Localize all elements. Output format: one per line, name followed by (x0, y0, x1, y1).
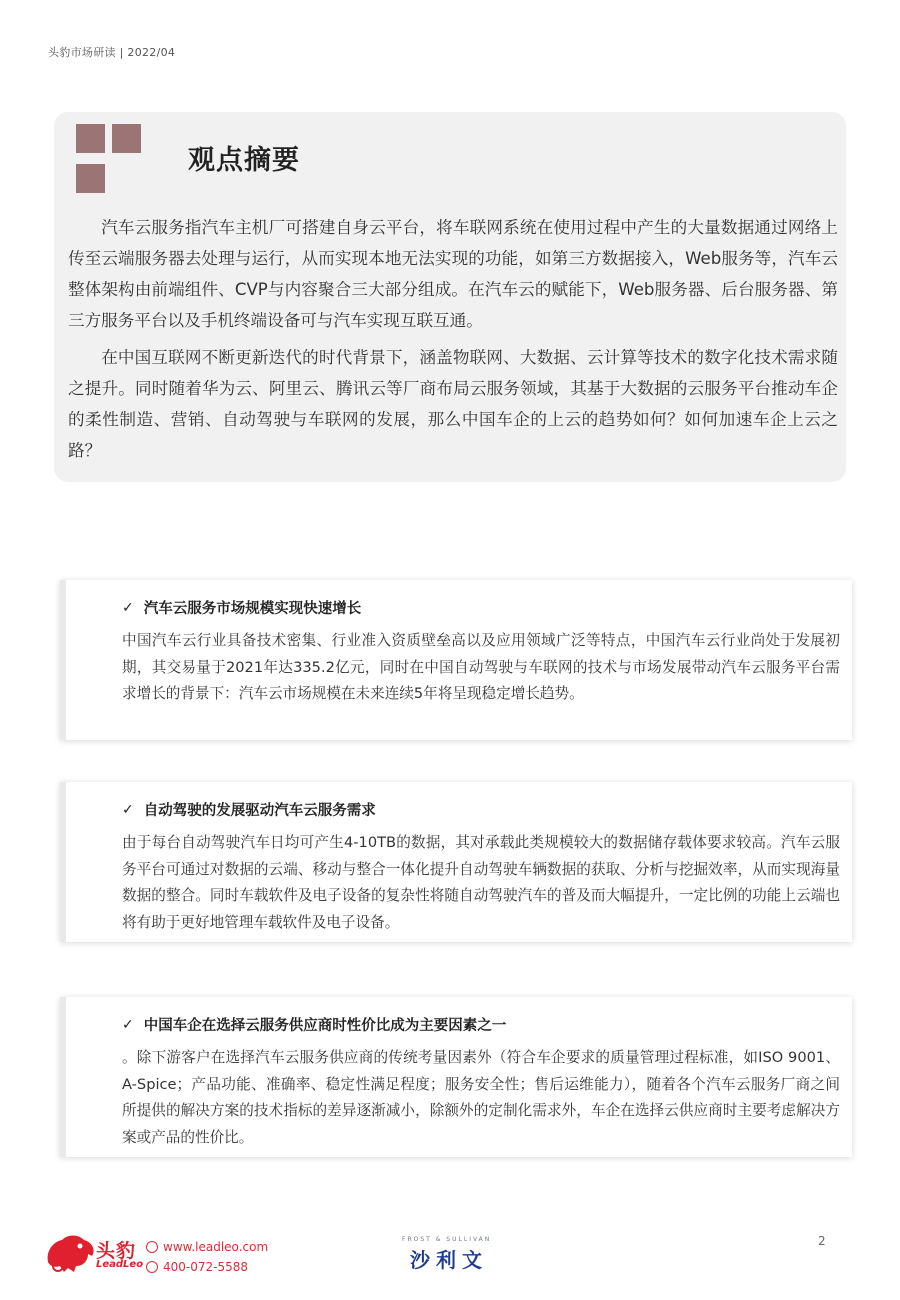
card-title: 中国车企在选择云服务供应商时性价比成为主要因素之一 (143, 1018, 507, 1034)
contact-info (146, 1237, 268, 1277)
phone-icon (146, 1261, 158, 1273)
summary-body (68, 212, 838, 472)
square-2 (112, 124, 141, 153)
decorative-squares (76, 124, 142, 196)
card-title: 汽车云服务市场规模实现快速增长 (143, 601, 362, 617)
partner-logo-cn: 沙利文 (410, 1248, 488, 1272)
card-body: 中国汽车云行业具备技术密集、行业准入资质壁垒高以及应用领域广泛等特点，中国汽车云行业尚处于发展初期，其交易量于2021年达335.2亿元，同时在中国自动驾驶与车联网的技术与市场发展带动汽车云服务平台需求增长的背景下：汽车云市场规模在未来连续5年将呈现稳定增长趋势。 (122, 632, 840, 702)
website-row (146, 1237, 268, 1257)
checkmark-icon: ✓ (122, 1016, 134, 1033)
card-title: 自动驾驶的发展驱动汽车云服务需求 (143, 803, 376, 819)
brand-name-cn: 头豹 (96, 1240, 137, 1262)
summary-paragraph-1: 汽车云服务指汽车主机厂可搭建自身云平台，将车联网系统在使用过程中产生的大量数据通过网络上传至云端服务器去处理与运行，从而实现本地无法实现的功能，如第三方数据接入，Web服务等，汽车云整体架构由前端组件、CVP与内容聚合三大部分组成。在汽车云的赋能下，Web服务器、后台服务器、第三方服务平台以及手机终端设备可与汽车实现互联互通。 (68, 218, 838, 330)
checkmark-icon: ✓ (122, 801, 134, 818)
brand-name-en: LeadLeo (96, 1259, 144, 1270)
leadleo-logo-icon (44, 1232, 96, 1274)
page-number: 2 (818, 1234, 826, 1248)
summary-paragraph-2: 在中国互联网不断更新迭代的时代背景下，涵盖物联网、大数据、云计算等技术的数字化技术需求随之提升。同时随着华为云、阿里云、腾讯云等厂商布局云服务领域，其基于大数据的云服务平台推动车企的柔性制造、营销、自动驾驶与车联网的发展，那么中国车企的上云的趋势如何？如何加速车企上云之路？ (68, 348, 838, 460)
key-point-card-2 (60, 782, 852, 942)
square-3 (76, 164, 105, 193)
card-heading (122, 1014, 506, 1035)
summary-title: 观点摘要 (188, 145, 300, 176)
card-body: 由于每台自动驾驶汽车日均可产生4-10TB的数据，其对承载此类规模较大的数据储存载体要求较高。汽车云服务平台可通过对数据的云端、移动与整合一体化提升自动驾驶车辆数据的获取、分析与挖掘效率，从而实现海量数据的整合。同时车载软件及电子设备的复杂性将随自动驾驶汽车的普及而大幅提升，一定比例的功能上云端也将有助于更好地管理车载软件及电子设备。 (122, 834, 840, 931)
page-header: 头豹市场研读 | 2022/04 (48, 46, 176, 59)
phone-number: 400-072-5588 (163, 1260, 249, 1274)
key-point-card-1 (60, 580, 852, 740)
card-body: 。除下游客户在选择汽车云服务供应商的传统考量因素外（符合车企要求的质量管理过程标准，如ISO 9001、A-Spice；产品功能、准确率、稳定性满足程度；服务安全性；售后运维能力），随着各个汽车云服务厂商之间所提供的解决方案的技术指标的差异逐渐减小，除额外的定制化需求外，车企在选择云供应商时主要考虑解决方案或产品的性价比。 (122, 1049, 840, 1146)
checkmark-icon: ✓ (122, 599, 134, 616)
key-point-card-3 (60, 997, 852, 1157)
summary-box (54, 112, 846, 482)
web-icon (146, 1241, 158, 1253)
square-1 (76, 124, 105, 153)
partner-logo-en: FROST & SULLIVAN (402, 1236, 492, 1243)
phone-row (146, 1257, 268, 1277)
website-link[interactable]: www.leadleo.com (163, 1240, 269, 1254)
card-heading (122, 597, 361, 618)
card-heading (122, 799, 376, 820)
